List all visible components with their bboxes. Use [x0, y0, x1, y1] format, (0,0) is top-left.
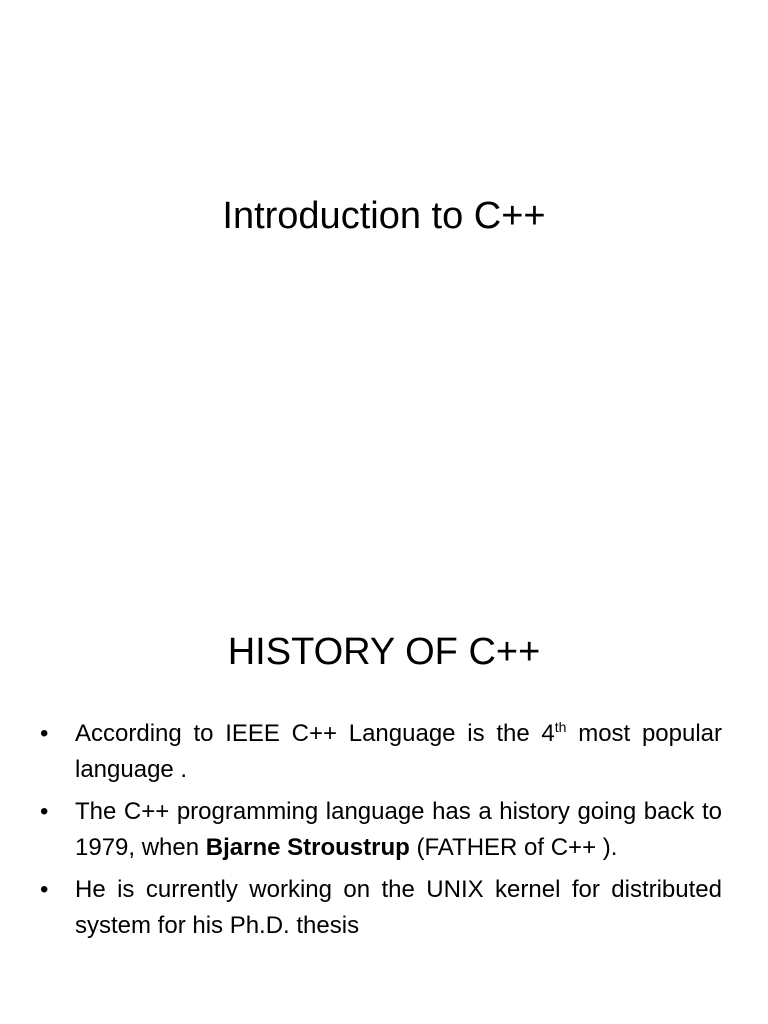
bullet-item-history [40, 794, 722, 866]
slide-1-title: Introduction to C++ [222, 195, 546, 237]
bullet-text: most popular language . [75, 720, 723, 783]
slide-2 [0, 512, 768, 1024]
bullet-text: (FATHER of C++ ). [409, 834, 618, 861]
bullet-dot-icon: • [40, 798, 49, 825]
bullet-item-unix-kernel [40, 872, 722, 944]
history-bullet-list [40, 716, 722, 950]
bullet-dot-icon: • [40, 876, 49, 903]
bullet-dot-icon: • [40, 720, 49, 747]
bullet-item-ieee-ranking [40, 716, 722, 788]
bullet-text: He is currently working on the UNIX kernel for distributed system for his Ph.D. thesis [75, 876, 722, 939]
bold-name: Bjarne Stroustrup [205, 834, 410, 861]
bullet-text: According to IEEE C++ Language is the 4 [75, 720, 555, 747]
slide-2-title: HISTORY OF C++ [227, 631, 541, 673]
ordinal-suffix: th [554, 719, 567, 735]
bullet-text: The C++ programming language has a history going back to 1979, when [75, 798, 722, 861]
